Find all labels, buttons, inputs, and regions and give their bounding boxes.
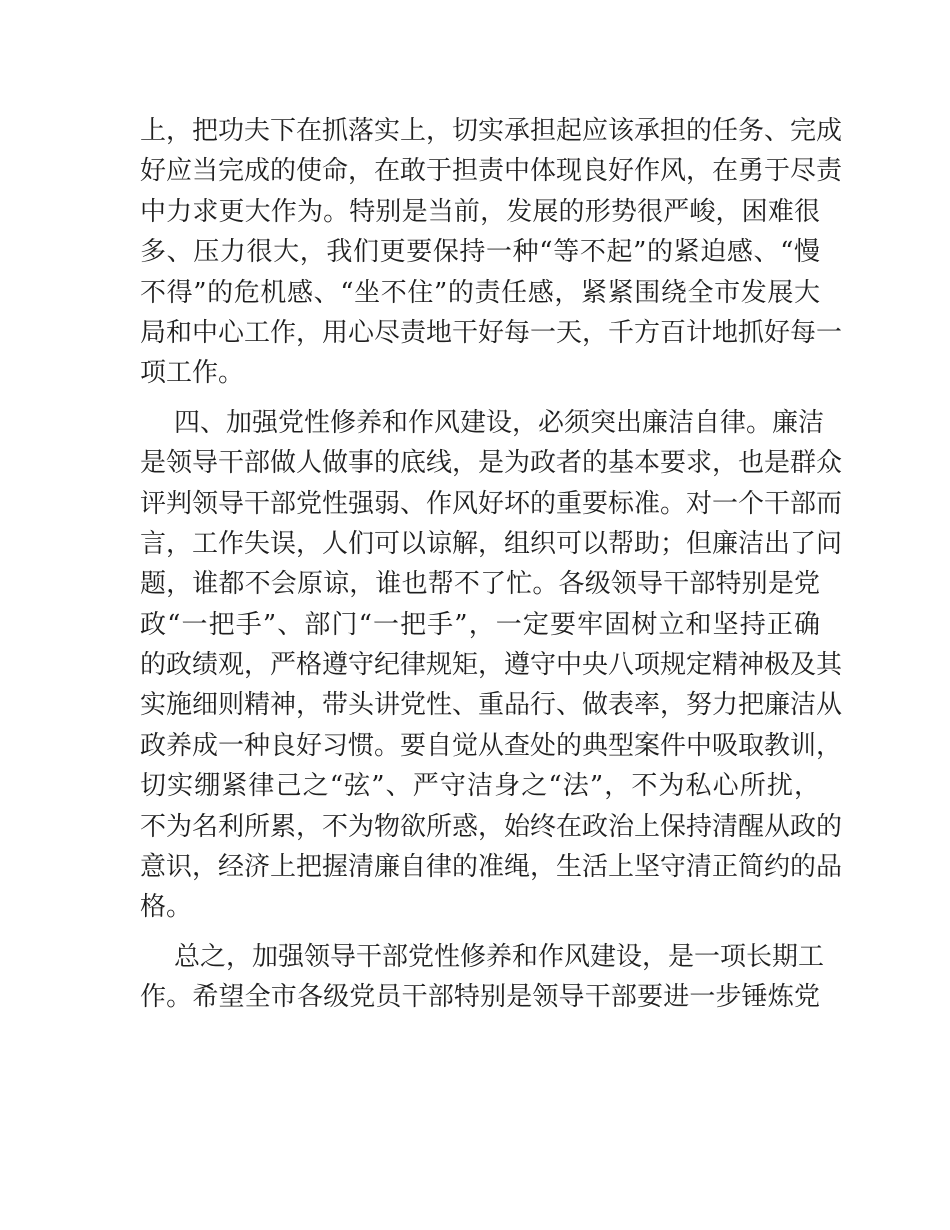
text-line: 不得”的危机感、“坐不住”的责任感，紧紧围绕全市发展大 xyxy=(140,277,820,308)
paragraph-spacer xyxy=(140,928,820,937)
text-line: 的政绩观，严格遵守纪律规矩，遵守中央八项规定精神极及其 xyxy=(140,650,843,681)
paragraph-spacer xyxy=(140,394,820,403)
text-line: 实施细则精神，带头讲党性、重品行、做表率，努力把廉洁从 xyxy=(140,690,843,721)
text-line: 意识，经济上把握清廉自律的准绳，生活上坚守清正简约的品 xyxy=(140,852,843,883)
text-line: 是领导干部做人做事的底线，是为政者的基本要求，也是群众 xyxy=(140,448,843,479)
text-line: 项工作。 xyxy=(140,358,245,389)
text-line: 言，工作失误，人们可以谅解，组织可以帮助；但廉洁出了问 xyxy=(140,528,843,559)
text-line: 上，把功夫下在抓落实上，切实承担起应该承担的任务、完成 xyxy=(140,116,843,146)
body-text xyxy=(140,111,843,1018)
text-line: 评判领导干部党性强弱、作风好坏的重要标准。对一个干部而 xyxy=(140,488,843,519)
text-line: 不为名利所累，不为物欲所惑，始终在政治上保持清醒从政的 xyxy=(140,811,843,842)
text-line: 政养成一种良好习惯。要自觉从查处的典型案件中吸取教训， xyxy=(140,730,843,761)
text-line: 总之，加强领导干部党性修养和作风建设，是一项长期工 xyxy=(174,941,825,972)
text-line: 多、压力很大，我们更要保持一种“等不起”的紧迫感、“慢 xyxy=(140,237,820,268)
text-line: 切实绷紧律己之“弦”、严守洁身之“法”，不为私心所扰， xyxy=(140,771,820,802)
text-line: 题，谁都不会原谅，谁也帮不了忙。各级领导干部特别是党 xyxy=(140,569,820,600)
text-line: 局和中心工作，用心尽责地干好每一天，千方百计地抓好每一 xyxy=(140,317,843,348)
text-line: 作。希望全市各级党员干部特别是领导干部要进一步锤炼党 xyxy=(140,982,820,1013)
text-line: 格。 xyxy=(140,892,193,923)
text-line: 四、加强党性修养和作风建设，必须突出廉洁自律。廉洁 xyxy=(174,407,825,438)
paragraph-1 xyxy=(140,111,843,394)
paragraph-3 xyxy=(140,937,825,1018)
text-line: 中力求更大作为。特别是当前，发展的形势很严峻，困难很 xyxy=(140,196,820,227)
text-line: 政“一把手”、部门“一把手”，一定要牢固树立和坚持正确 xyxy=(140,609,820,640)
text-line: 好应当完成的使命，在敢于担责中体现良好作风，在勇于尽责 xyxy=(140,156,843,187)
paragraph-2 xyxy=(140,403,843,928)
